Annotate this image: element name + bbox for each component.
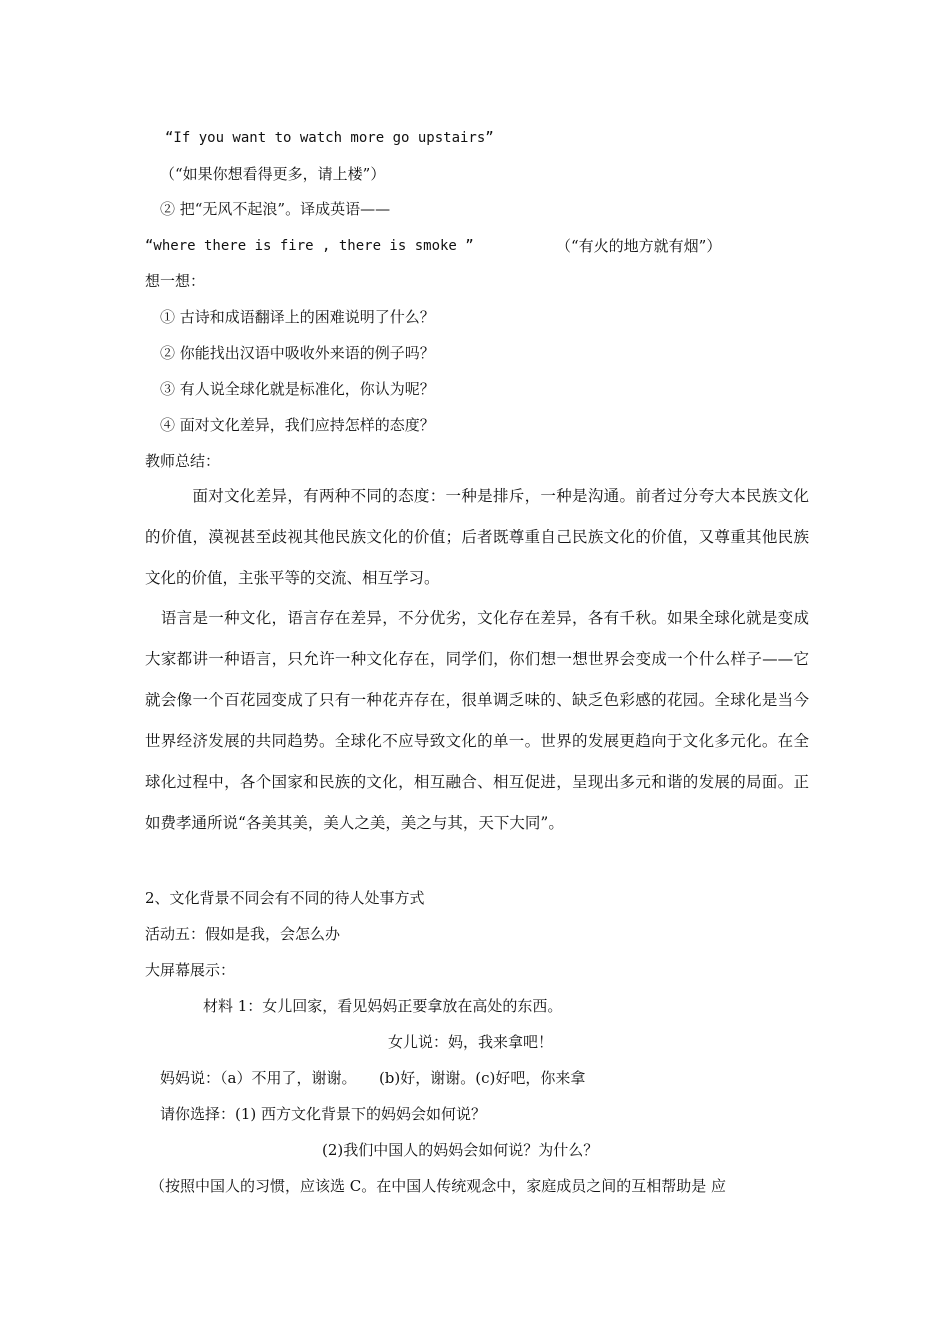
summary-paragraph xyxy=(145,476,809,599)
english-proverb: “where there is fire , there is smoke ” xyxy=(145,238,474,254)
mom-options: 妈妈说：（a）不用了，谢谢。 (b)好，谢谢。(c)好吧，你来拿 xyxy=(160,1069,586,1087)
proverb-translation: （“有火的地方就有烟”） xyxy=(556,237,722,255)
think-heading: 想一想： xyxy=(145,272,206,290)
material-1: 材料 1：女儿回家，看见妈妈正要拿放在高处的东西。 xyxy=(203,997,563,1015)
chinese-translation-line: （“如果你想看得更多，请上楼”） xyxy=(160,165,386,183)
daughter-says: 女儿说：妈，我来拿吧！ xyxy=(388,1033,554,1051)
activity-five-heading: 活动五：假如是我，会怎么办 xyxy=(145,925,341,943)
question-1: ① 古诗和成语翻译上的困难说明了什么？ xyxy=(160,308,435,326)
language-paragraph xyxy=(145,598,809,844)
paragraph-attitudes: 面对文化差异，有两种不同的态度：一种是排斥，一种是沟通。前者过分夸大本民族文化的价值，漠视甚至歧视其他民族文化的价值；后者既尊重自己民族文化的价值，又尊重其他民族文化的价值，主张平等的交流、相互学习。 xyxy=(145,487,809,587)
choice-question-1: 请你选择：(1) 西方文化背景下的妈妈会如何说？ xyxy=(160,1105,487,1123)
section-2-heading: 2、文化背景不同会有不同的待人处事方式 xyxy=(145,889,425,907)
choice-question-2: (2)我们中国人的妈妈会如何说？为什么？ xyxy=(322,1141,599,1159)
question-4: ④ 面对文化差异，我们应持怎样的态度？ xyxy=(160,416,435,434)
answer-explanation: （按照中国人的习惯，应该选 C。在中国人传统观念中，家庭成员之间的互相帮助是 应 xyxy=(150,1177,727,1195)
teacher-summary-label: 教师总结： xyxy=(145,452,221,470)
english-quote-line: “If you want to watch more go upstairs” xyxy=(165,130,494,146)
paragraph-language: 语言是一种文化，语言存在差异，不分优劣，文化存在差异，各有千秋。如果全球化就是变成大家都讲一种语言，只允许一种文化存在，同学们，你们想一想世界会变成一个什么样子——它就会像一个百花园变成了只有一种花卉存在，很单调乏味的、缺乏色彩感的花园。全球化是当今世界经济发展的共同趋势。全球化不应导致文化的单一。世界的发展更趋向于文化多元化。在全球化过程中，各个国家和民族的文化，相互融合、相互促进，呈现出多元和谐的发展的局面。正如费孝通所说“各美其美，美人之美，美之与其，天下大同”。 xyxy=(145,609,809,832)
question-3: ③ 有人说全球化就是标准化，你认为呢？ xyxy=(160,380,435,398)
screen-display-label: 大屏幕展示： xyxy=(145,961,236,979)
question-2: ② 你能找出汉语中吸收外来语的例子吗？ xyxy=(160,344,435,362)
translate-task-line: ② 把“无风不起浪”。译成英语—— xyxy=(160,200,391,218)
